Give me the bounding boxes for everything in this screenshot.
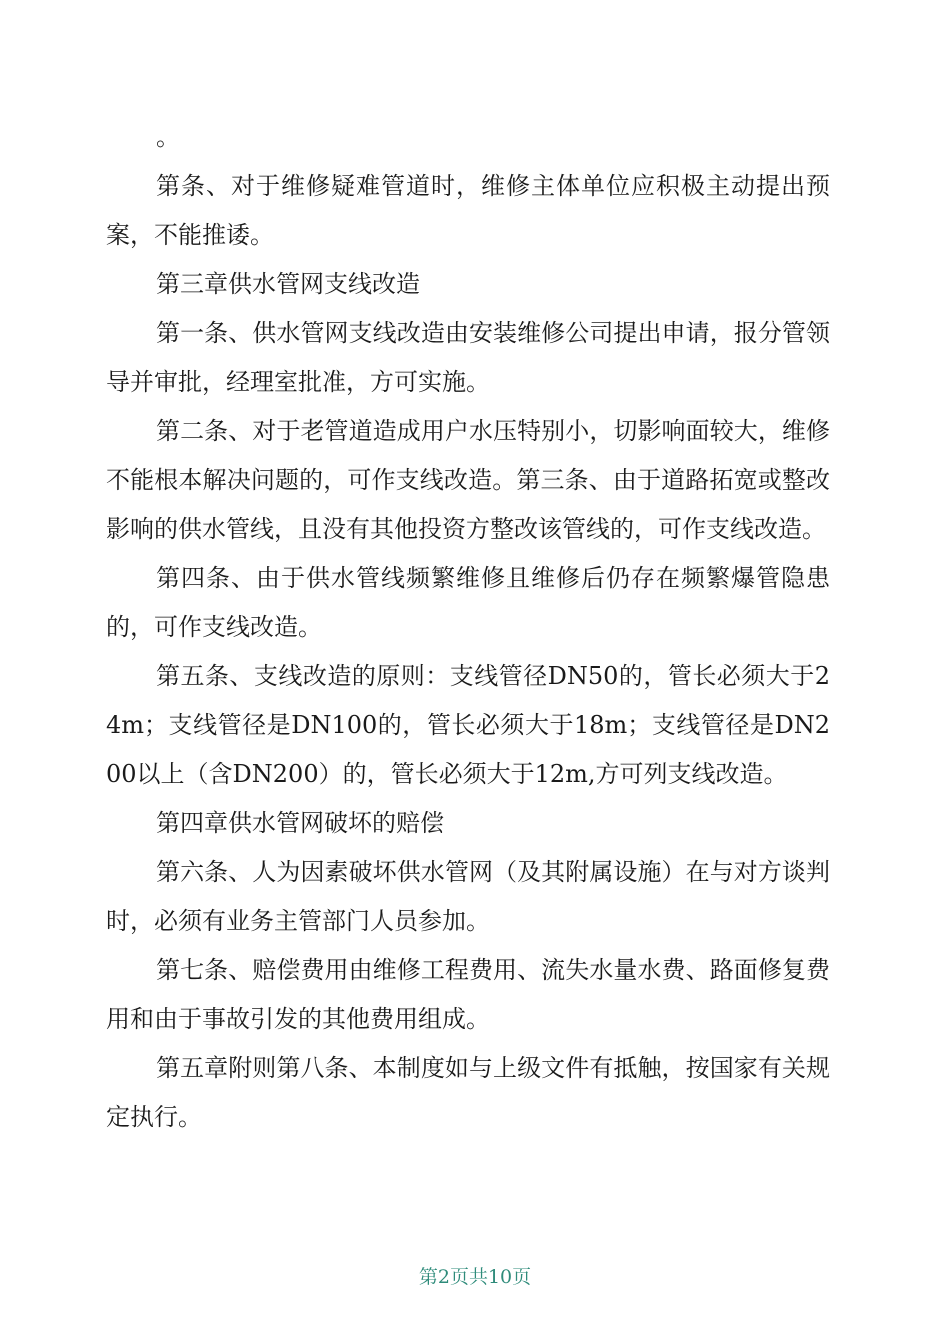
chapter-heading: 第三章供水管网支线改造 xyxy=(156,270,420,298)
paragraph: 第六条、人为因素破坏供水管网（及其附属设施）在与对方谈判时，必须有业务主管部门人员参加。 xyxy=(106,858,830,935)
paragraph: 第条、对于维修疑难管道时，维修主体单位应积极主动提出预案，不能推诿。 xyxy=(106,172,830,249)
paragraph: 第一条、供水管网支线改造由安装维修公司提出申请，报分管领导并审批，经理室批准，方可实施。 xyxy=(106,319,830,396)
page-number-footer: 第2页共10页 xyxy=(418,1266,532,1288)
paragraph: 第七条、赔偿费用由维修工程费用、流失水量水费、路面修复费用和由于事故引发的其他费用组成。 xyxy=(106,956,830,1033)
paragraph: 第五条、支线改造的原则：支线管径DN50的，管长必须大于24m；支线管径是DN100的，管长必须大于18m；支线管径是DN200以上（含DN200）的，管长必须大于12m,方可列支线改造。 xyxy=(106,662,830,788)
chapter-heading: 第四章供水管网破坏的赔偿 xyxy=(156,809,444,837)
document-body xyxy=(106,113,830,1142)
paragraph: 。 xyxy=(156,123,180,151)
paragraph: 第五章附则第八条、本制度如与上级文件有抵触，按国家有关规定执行。 xyxy=(106,1054,830,1131)
paragraph: 第二条、对于老管道造成用户水压特别小，切影响面较大，维修不能根本解决问题的，可作支线改造。第三条、由于道路拓宽或整改影响的供水管线，且没有其他投资方整改该管线的，可作支线改造。 xyxy=(106,417,830,543)
paragraph: 第四条、由于供水管线频繁维修且维修后仍存在频繁爆管隐患的，可作支线改造。 xyxy=(106,564,830,641)
